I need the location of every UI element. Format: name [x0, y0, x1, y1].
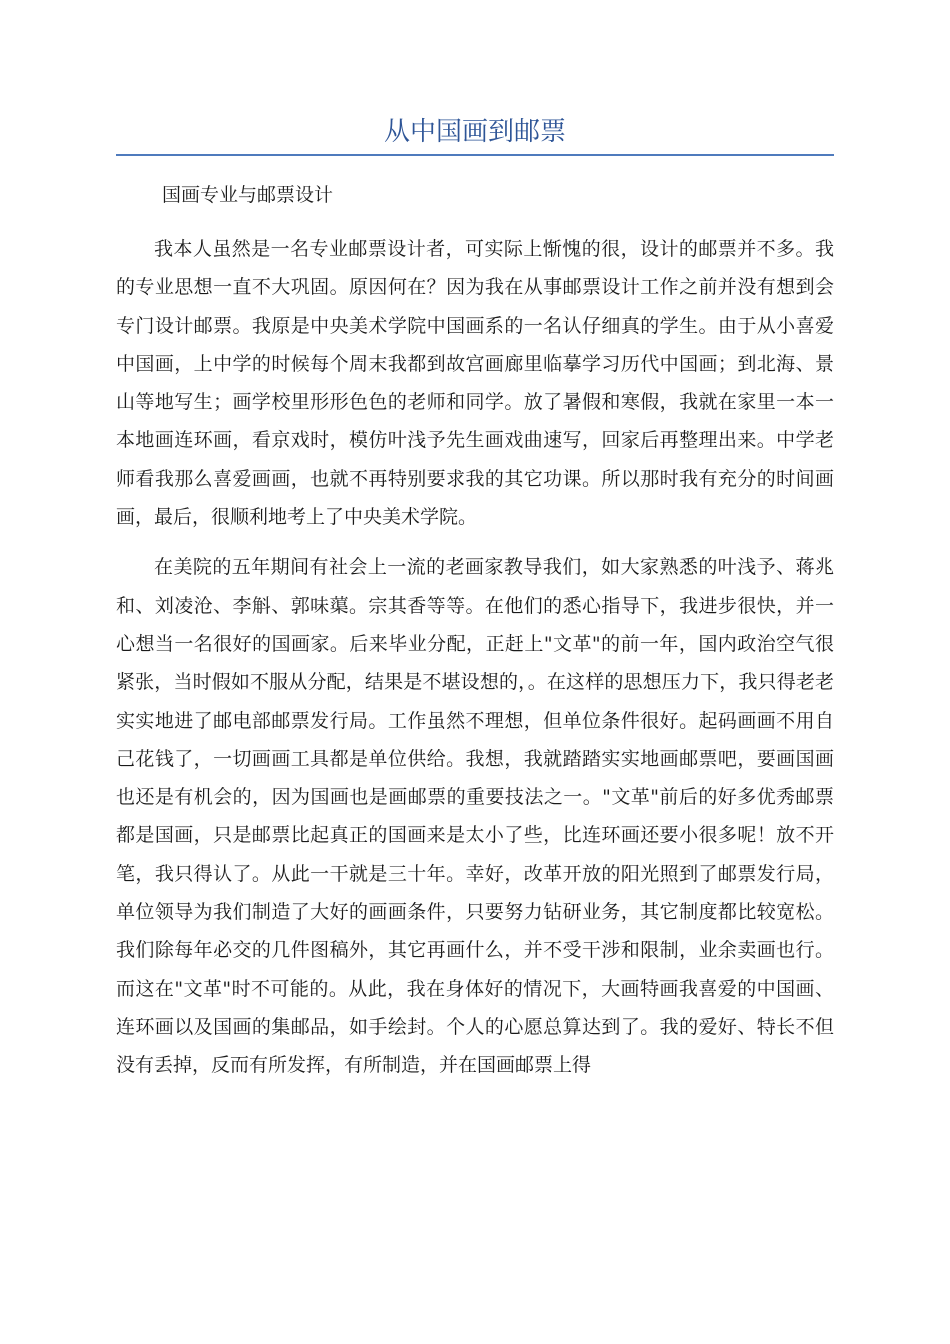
page-title: 从中国画到邮票	[383, 117, 566, 147]
paragraph: 在美院的五年期间有社会上一流的老画家教导我们，如大家熟悉的叶浅予、蒋兆和、刘凌沧、李斛、郭味蕖。宗其香等等。在他们的悉心指导下，我进步很快，并一心想当一名很好的国画家。后来毕业分配，正赶上"文革"的前一年，国内政治空气很紧张，当时假如不服从分配，结果是不堪设想的，。在这样的思想压力下，我只得老老实实地进了邮电部邮票发行局。工作虽然不理想，但单位条件很好。起码画画不用自己花钱了，一切画画工具都是单位供给。我想，我就踏踏实实地画邮票吧，要画国画也还是有机会的，因为国画也是画邮票的重要技法之一。"文革"前后的好多优秀邮票都是国画，只是邮票比起真正的国画来是太小了些，比连环画还要小很多呢！放不开笔，我只得认了。从此一干就是三十年。幸好，改革开放的阳光照到了邮票发行局，单位领导为我们制造了大好的画画条件，只要努力钻研业务，其它制度都比较宽松。我们除每年必交的几件图稿外，其它再画什么，并不受干涉和限制，业余卖画也行。而这在"文革"时不可能的。从此，我在身体好的情况下，大画特画我喜爱的中国画、连环画以及国画的集邮品，如手绘封。个人的心愿总算达到了。我的爱好、特长不但没有丢掉，反而有所发挥，有所制造，并在国画邮票上得	[116, 556, 834, 1077]
section-heading: 国画专业与邮票设计	[162, 184, 334, 206]
paragraph: 我本人虽然是一名专业邮票设计者，可实际上惭愧的很，设计的邮票并不多。我的专业思想一直不大巩固。原因何在？因为我在从事邮票设计工作之前并没有想到会专门设计邮票。我原是中央美术学院中国画系的一名认仔细真的学生。由于从小喜爱中国画，上中学的时候每个周末我都到故宫画廊里临摹学习历代中国画；到北海、景山等地写生；画学校里形形色色的老师和同学。放了暑假和寒假，我就在家里一本一本地画连环画，看京戏时，模仿叶浅予先生画戏曲速写，回家后再整理出来。中学老师看我那么喜爱画画，也就不再特别要求我的其它功课。所以那时我有充分的时间画画，最后，很顺利地考上了中央美术学院。	[116, 238, 834, 529]
body-text	[116, 230, 834, 1097]
title-underline	[116, 154, 834, 156]
